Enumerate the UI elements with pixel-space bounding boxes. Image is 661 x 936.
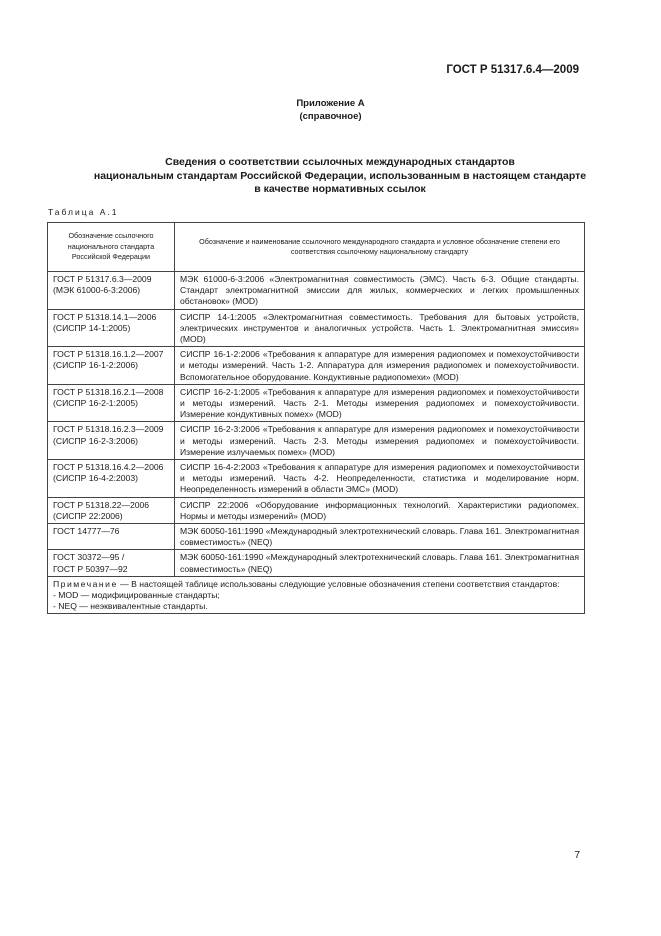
description-cell: СИСПР 16-2-1:2005 «Требования к аппаратуре для измерения радиопомех и помехоустойчивости и методы измерений. Часть 2-1. Методы измерения радиопомех и помехоустойчивости. Измерение кондуктивных помех» (MOD) (175, 384, 585, 422)
note-text: — В настоящей таблице использованы следующие условные обозначения степени соответствия стандартов: (117, 578, 560, 589)
table-note-row (48, 576, 585, 614)
description-cell: СИСПР 16-1-2:2006 «Требования к аппаратуре для измерения радиопомех и помехоустойчивости и методы измерений. Часть 1-2. Аппаратура для измерения радиопомех и помехоустойчивости. Вспомогательное оборудование. Кондуктивные радиопомехи» (MOD) (175, 347, 585, 385)
ref-designation-alt: ГОСТ Р 50397—92 (53, 563, 128, 574)
section-heading (90, 156, 590, 197)
description-cell: МЭК 61000-6-3:2006 «Электромагнитная совместимость (ЭМС). Часть 6-3. Общие стандарты. Стандарт электромагнитной эмиссии для жилых, коммерческих и легких промышленных обстановок» (MOD) (175, 272, 585, 310)
heading-line: в качестве нормативных ссылок (254, 183, 426, 195)
ref-designation: ГОСТ Р 51318.22—2006 (53, 499, 150, 510)
note-label: Примечание (53, 578, 118, 589)
appendix-title: Приложение А (296, 98, 365, 109)
ref-designation-alt: (СИСПР 16-4-2:2003) (53, 473, 138, 484)
table-row (48, 550, 585, 576)
ref-designation: ГОСТ Р 51318.16.4.2—2006 (53, 462, 164, 473)
ref-designation-alt: (МЭК 61000-6-3:2006) (53, 285, 141, 296)
ref-designation: ГОСТ Р 51318.14.1—2006 (53, 311, 157, 322)
ref-cell (48, 460, 175, 498)
ref-cell (48, 422, 175, 460)
ref-cell (48, 309, 175, 347)
description-cell: МЭК 60050-161:1990 «Международный электротехнический словарь. Глава 161. Электромагнитная совместимость» (NEQ) (175, 524, 585, 550)
appendix-header (0, 97, 661, 123)
ref-designation-alt: (СИСПР 16-1-2:2006) (53, 360, 138, 371)
page-number: 7 (574, 850, 580, 861)
appendix-subtitle: (справочное) (299, 111, 362, 122)
note-item: - NEQ — неэквивалентные стандарты. (53, 601, 208, 612)
description-cell: МЭК 60050-161:1990 «Международный электротехнический словарь. Глава 161. Электромагнитная совместимость» (NEQ) (175, 550, 585, 576)
ref-cell (48, 497, 175, 523)
heading-line: национальным стандартам Российской Федерации, использованным в настоящем стандарте (93, 169, 587, 182)
table-row (48, 497, 585, 523)
table-row (48, 524, 585, 550)
ref-cell (48, 384, 175, 422)
table-note (48, 576, 585, 614)
ref-designation: ГОСТ 30372—95 / (53, 552, 125, 563)
table-row (48, 422, 585, 460)
ref-designation-alt: (СИСПР 16-2-1:2005) (53, 398, 138, 409)
ref-designation-alt: (СИСПР 22:2006) (53, 510, 123, 521)
ref-cell (48, 550, 175, 576)
header-national-standard: Обозначение ссылочного национального стандарта Российской Федерации (48, 223, 175, 272)
ref-cell (48, 524, 175, 550)
table-header-row (48, 223, 585, 272)
ref-designation: ГОСТ Р 51318.16.2.3—2009 (53, 424, 164, 435)
table-row (48, 460, 585, 498)
ref-designation: ГОСТ Р 51317.6.3—2009 (53, 274, 152, 284)
description-cell: СИСПР 16-4-2:2003 «Требования к аппаратуре для измерения радиопомех и помехоустойчивости и методы измерений. Часть 4-2. Неопределенности, статистика и моделирование норм. Неопределенность измерений в области ЭМС» (MOD) (175, 460, 585, 498)
table-row (48, 309, 585, 347)
ref-designation: ГОСТ Р 51318.16.2.1—2008 (53, 386, 164, 397)
description-cell: СИСПР 22:2006 «Оборудование информационных технологий. Характеристики радиопомех. Нормы и методы измерений» (MOD) (175, 497, 585, 523)
ref-cell (48, 347, 175, 385)
description-cell: СИСПР 14-1:2005 «Электромагнитная совместимость. Требования для бытовых устройств, электрических инструментов и аналогичных устройств. Часть 1. Электромагнитная эмиссия» (MOD) (175, 309, 585, 347)
table-label: Таблица А.1 (48, 207, 119, 217)
ref-designation: ГОСТ Р 51318.16.1.2—2007 (53, 349, 164, 360)
ref-designation-alt: (СИСПР 16-2-3:2006) (53, 435, 138, 446)
document-id: ГОСТ Р 51317.6.4—2009 (446, 64, 579, 76)
note-item: - MOD — модифицированные стандарты; (53, 590, 220, 601)
table-row (48, 384, 585, 422)
heading-line: Сведения о соответствии ссылочных международных стандартов (165, 156, 515, 168)
header-international-standard: Обозначение и наименование ссылочного международного стандарта и условное обозначение степени его соответствия ссылочному национальному стандарту (175, 223, 585, 272)
ref-cell (48, 272, 175, 310)
ref-designation: ГОСТ 14777—76 (53, 526, 120, 537)
ref-designation-alt: (СИСПР 14-1:2005) (53, 322, 131, 333)
table-row (48, 272, 585, 310)
description-cell: СИСПР 16-2-3:2006 «Требования к аппаратуре для измерения радиопомех и помехоустойчивости и методы измерений. Часть 2-3. Методы измерения радиопомех и помехоустойчивости. Измерение излучаемых помех» (MOD) (175, 422, 585, 460)
table-row (48, 347, 585, 385)
reference-table (47, 222, 585, 614)
